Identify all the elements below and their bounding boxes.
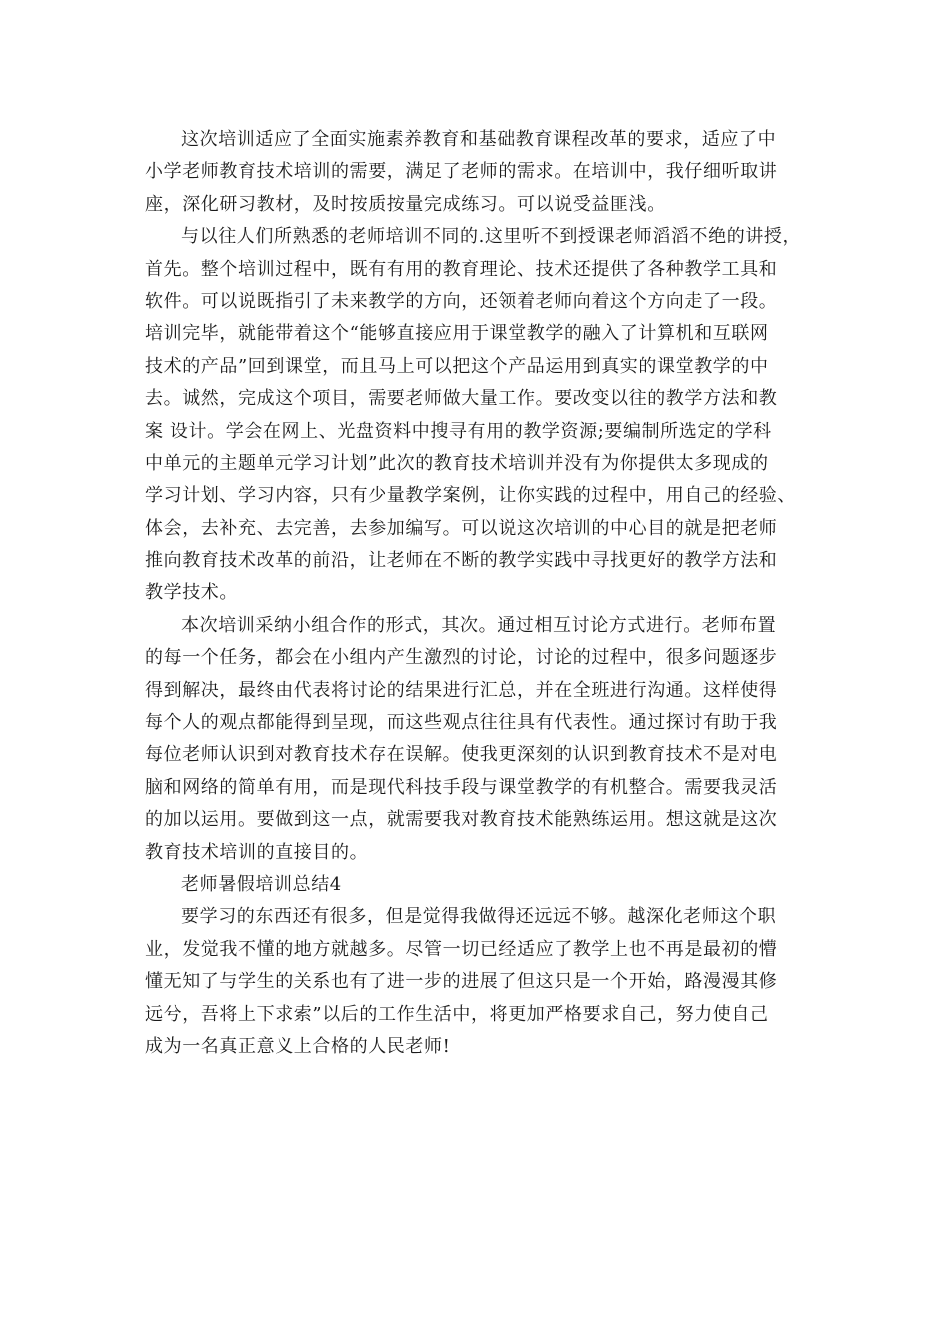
text-line: 学习计划、学习内容，只有少量教学案例，让你实践的过程中，用自己的经验、 <box>145 485 796 507</box>
text-line: 老师暑假培训总结4 <box>181 873 342 895</box>
text-line: 培训完毕，就能带着这个“能够直接应用于课堂教学的融入了计算机和互联网 <box>145 323 769 345</box>
text-line: 成为一名真正意义上合格的人民老师! <box>145 1035 451 1057</box>
text-line: 技术的产品”回到课堂，而且马上可以把这个产品运用到真实的课堂教学的中 <box>145 355 769 377</box>
text-line: 教育技术培训的直接目的。 <box>145 841 369 863</box>
text-line: 每位老师认识到对教育技术存在误解。使我更深刻的认识到教育技术不是对电 <box>145 744 778 766</box>
text-line: 业，发觉我不懂的地方就越多。尽管一切已经适应了教学上也不再是最初的懵 <box>145 938 778 960</box>
text-line: 小学老师教育技术培训的需要，满足了老师的需求。在培训中，我仔细听取讲 <box>145 161 778 183</box>
text-line: 这次培训适应了全面实施素养教育和基础教育课程改革的要求，适应了中 <box>181 129 777 150</box>
document-body <box>145 124 825 1063</box>
text-line: 去。诚然，完成这个项目，需要老师做大量工作。要改变以往的教学方法和教 <box>145 388 778 410</box>
text-line: 本次培训采纳小组合作的形式，其次。通过相互讨论方式进行。老师布置 <box>181 614 777 636</box>
text-line: 首先。整个培训过程中，既有有用的教育理论、技术还提供了各种教学工具和 <box>145 258 778 280</box>
text-line: 每个人的观点都能得到呈现，而这些观点往往具有代表性。通过探讨有助于我 <box>145 712 778 734</box>
text-line: 远兮，吾将上下求索”以后的工作生活中，将更加严格要求自己，努力使自己 <box>145 1003 769 1025</box>
text-line: 体会，去补充、去完善，去参加编写。可以说这次培训的中心目的就是把老师 <box>145 517 778 539</box>
text-line: 教学技术。 <box>145 582 238 604</box>
text-line: 脑和网络的简单有用，而是现代科技手段与课堂教学的有机整合。需要我灵活 <box>145 776 778 798</box>
text-line: 软件。可以说既指引了未来教学的方向，还领着老师向着这个方向走了一段。 <box>145 290 778 312</box>
text-line: 座，深化研习教材，及时按质按量完成练习。可以说受益匪浅。 <box>145 193 666 215</box>
text-line: 的每一个任务，都会在小组内产生激烈的讨论，讨论的过程中，很多问题逐步 <box>145 647 778 669</box>
text-line: 懂无知了与学生的关系也有了进一步的进展了但这只是一个开始，路漫漫其修 <box>145 971 778 993</box>
text-line: 推向教育技术改革的前沿，让老师在不断的教学实践中寻找更好的教学方法和 <box>145 550 778 572</box>
text-line: 案 设计。学会在网上、光盘资料中搜寻有用的教学资源;要编制所选定的学科 <box>145 420 772 442</box>
text-line: 的加以运用。要做到这一点，就需要我对教育技术能熟练运用。想这就是这次 <box>145 809 778 831</box>
text-line: 中单元的主题单元学习计划”此次的教育技术培训并没有为你提供太多现成的 <box>145 452 769 474</box>
text-line: 得到解决，最终由代表将讨论的结果进行汇总，并在全班进行沟通。这样使得 <box>145 679 778 701</box>
text-line: 与以往人们所熟悉的老师培训不同的.这里听不到授课老师滔滔不绝的讲授， <box>181 226 802 248</box>
text-line: 要学习的东西还有很多，但是觉得我做得还远远不够。越深化老师这个职 <box>181 906 777 928</box>
